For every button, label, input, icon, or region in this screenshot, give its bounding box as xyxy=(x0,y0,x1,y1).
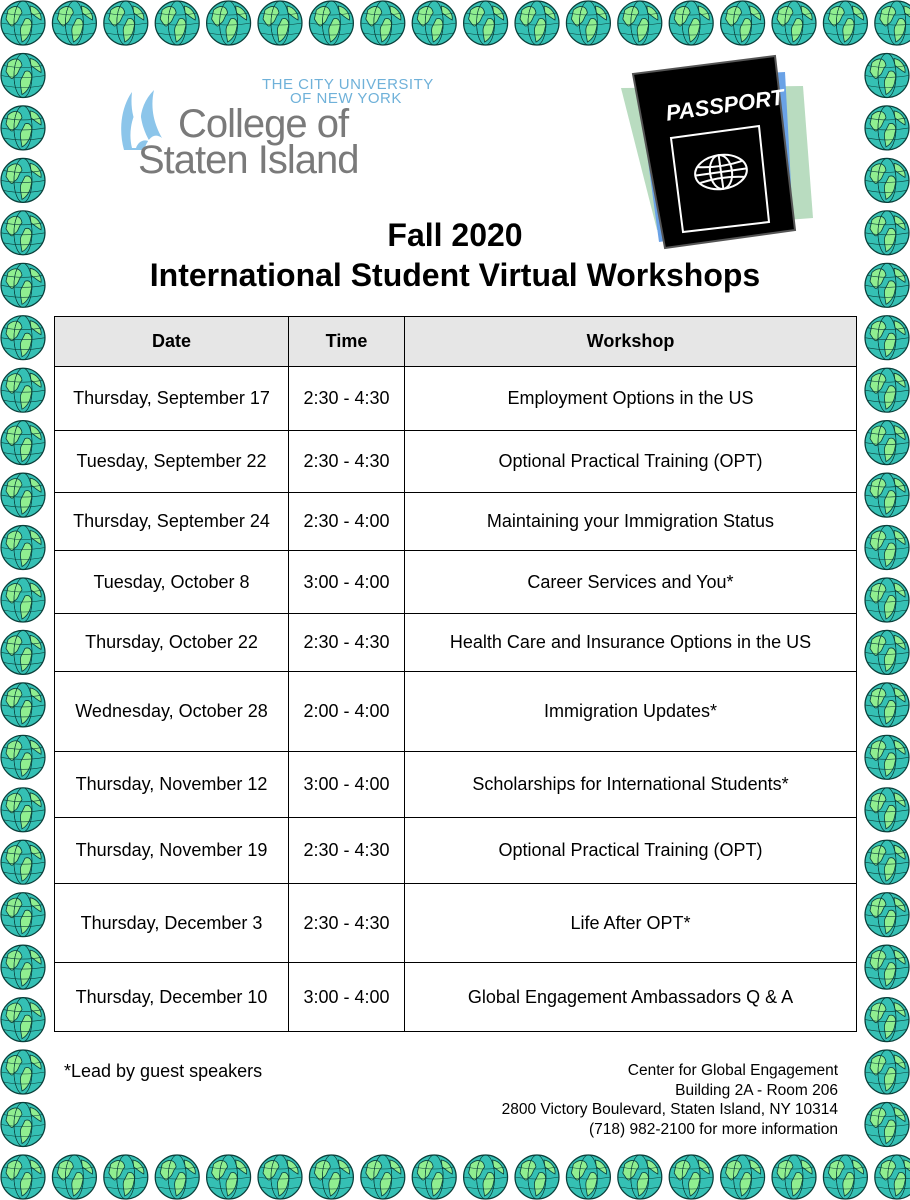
globe-icon xyxy=(1,1103,45,1147)
cell-time: 3:00 - 4:00 xyxy=(289,551,405,614)
globe-icon xyxy=(361,1155,405,1199)
globe-icon xyxy=(772,1,816,45)
globe-icon xyxy=(566,1155,610,1199)
globe-icon xyxy=(207,1,251,45)
cell-date: Tuesday, September 22 xyxy=(55,431,289,493)
globe-icon xyxy=(515,1155,559,1199)
table-header-row xyxy=(55,317,857,367)
logo-name-line1: College of xyxy=(178,102,349,146)
globe-icon xyxy=(1,893,45,937)
logo-cuny-line2: OF NEW YORK xyxy=(290,90,402,107)
globe-icon xyxy=(155,1155,199,1199)
globe-icon xyxy=(865,421,909,465)
contact-line: 2800 Victory Boulevard, Staten Island, NY 10314 xyxy=(501,1101,838,1118)
table-row xyxy=(55,431,857,493)
globe-icon xyxy=(875,1,910,45)
globe-icon xyxy=(823,1155,867,1199)
contact-line: Center for Global Engagement xyxy=(627,1062,838,1079)
table-row xyxy=(55,752,857,818)
globe-icon xyxy=(1,368,45,412)
globe-icon xyxy=(258,1155,302,1199)
globe-icon xyxy=(865,998,909,1042)
globe-icon xyxy=(1,788,45,832)
globe-icon xyxy=(1,945,45,989)
globe-icon xyxy=(1,840,45,884)
cell-date: Thursday, December 3 xyxy=(55,884,289,963)
logo-cuny-line1: THE CITY UNIVERSITY xyxy=(262,76,434,93)
cell-workshop: Maintaining your Immigration Status xyxy=(405,493,857,551)
globe-icon xyxy=(412,1,456,45)
table-row xyxy=(55,963,857,1032)
globe-icon xyxy=(104,1155,148,1199)
header-time: Time xyxy=(289,317,405,367)
globe-icon xyxy=(104,1,148,45)
cell-workshop: Employment Options in the US xyxy=(405,367,857,431)
cell-date: Thursday, September 24 xyxy=(55,493,289,551)
globe-icon xyxy=(1,211,45,255)
contact-line: (718) 982-2100 for more information xyxy=(589,1120,838,1138)
globe-icon xyxy=(865,158,909,202)
globe-icon xyxy=(52,1155,96,1199)
cell-workshop: Immigration Updates* xyxy=(405,672,857,752)
globe-icon xyxy=(566,1,610,45)
footnote: *Lead by guest speakers xyxy=(64,1061,263,1081)
header-date: Date xyxy=(55,317,289,367)
globe-icon xyxy=(309,1,353,45)
cell-date: Thursday, November 19 xyxy=(55,818,289,884)
globe-icon xyxy=(865,211,909,255)
college-logo xyxy=(112,74,472,184)
cell-time: 2:30 - 4:30 xyxy=(289,818,405,884)
workshop-table xyxy=(54,316,857,1032)
globe-icon xyxy=(155,1,199,45)
cell-time: 2:30 - 4:30 xyxy=(289,884,405,963)
cell-workshop: Scholarships for International Students* xyxy=(405,752,857,818)
globe-icon xyxy=(865,893,909,937)
globe-icon xyxy=(207,1155,251,1199)
globe-icon xyxy=(1,158,45,202)
cell-workshop: Global Engagement Ambassadors Q & A xyxy=(405,963,857,1032)
globe-icon xyxy=(669,1155,713,1199)
globe-icon xyxy=(618,1,662,45)
globe-icon xyxy=(412,1155,456,1199)
table-row xyxy=(55,818,857,884)
globe-icon xyxy=(1,316,45,360)
globe-icon xyxy=(865,1103,909,1147)
contact-block xyxy=(502,1061,838,1139)
globe-icon xyxy=(464,1,508,45)
cell-workshop: Career Services and You* xyxy=(405,551,857,614)
globe-icon xyxy=(1,526,45,570)
globe-icon xyxy=(1,683,45,727)
header-workshop: Workshop xyxy=(405,317,857,367)
cell-workshop: Optional Practical Training (OPT) xyxy=(405,818,857,884)
globe-icon xyxy=(1,1,45,45)
cell-time: 2:30 - 4:30 xyxy=(289,367,405,431)
cell-date: Thursday, November 12 xyxy=(55,752,289,818)
globe-icon xyxy=(1,735,45,779)
table-row xyxy=(55,672,857,752)
globe-icon xyxy=(772,1155,816,1199)
table-row xyxy=(55,884,857,963)
table-row xyxy=(55,614,857,672)
cell-time: 2:30 - 4:30 xyxy=(289,614,405,672)
globe-icon xyxy=(1,106,45,150)
page-subtitle: International Student Virtual Workshops xyxy=(149,257,761,293)
globe-icon xyxy=(865,368,909,412)
cell-date: Thursday, September 17 xyxy=(55,367,289,431)
table-row xyxy=(55,367,857,431)
passport-label: PASSPORT xyxy=(664,84,786,126)
globe-icon xyxy=(865,945,909,989)
page-title: Fall 2020 xyxy=(387,217,523,253)
globe-icon xyxy=(1,263,45,307)
globe-icon xyxy=(865,683,909,727)
globe-icon xyxy=(1,473,45,517)
globe-icon xyxy=(875,1155,910,1199)
globe-icon xyxy=(865,526,909,570)
contact-line: Building 2A - Room 206 xyxy=(675,1081,838,1099)
globe-icon xyxy=(258,1,302,45)
globe-icon xyxy=(52,1,96,45)
globe-icon xyxy=(865,630,909,674)
globe-icon xyxy=(1,421,45,465)
globe-icon xyxy=(823,1,867,45)
cell-workshop: Health Care and Insurance Options in the US xyxy=(405,614,857,672)
globe-icon xyxy=(669,1,713,45)
globe-icon xyxy=(1,54,45,98)
cell-time: 2:00 - 4:00 xyxy=(289,672,405,752)
globe-icon xyxy=(865,840,909,884)
cell-date: Wednesday, October 28 xyxy=(55,672,289,752)
globe-icon xyxy=(1,630,45,674)
globe-icon xyxy=(865,735,909,779)
globe-icon xyxy=(515,1,559,45)
globe-icon xyxy=(464,1155,508,1199)
globe-icon xyxy=(1,998,45,1042)
cell-date: Tuesday, October 8 xyxy=(55,551,289,614)
globe-icon xyxy=(1,578,45,622)
cell-time: 2:30 - 4:00 xyxy=(289,493,405,551)
globe-icon xyxy=(618,1155,662,1199)
cell-date: Thursday, December 10 xyxy=(55,963,289,1032)
logo-name-line2: Staten Island xyxy=(138,138,359,182)
globe-icon xyxy=(721,1155,765,1199)
globe-icon xyxy=(865,316,909,360)
table-row xyxy=(55,551,857,614)
cell-workshop: Optional Practical Training (OPT) xyxy=(405,431,857,493)
globe-icon xyxy=(865,1050,909,1094)
globe-icon xyxy=(1,1050,45,1094)
table-row xyxy=(55,493,857,551)
globe-icon xyxy=(865,106,909,150)
cell-time: 3:00 - 4:00 xyxy=(289,752,405,818)
globe-icon xyxy=(865,473,909,517)
cell-time: 2:30 - 4:30 xyxy=(289,431,405,493)
globe-icon xyxy=(361,1,405,45)
globe-icon xyxy=(865,788,909,832)
cell-time: 3:00 - 4:00 xyxy=(289,963,405,1032)
cell-date: Thursday, October 22 xyxy=(55,614,289,672)
globe-icon xyxy=(309,1155,353,1199)
globe-icon xyxy=(721,1,765,45)
globe-icon xyxy=(865,263,909,307)
cell-workshop: Life After OPT* xyxy=(405,884,857,963)
globe-icon xyxy=(865,54,909,98)
globe-icon xyxy=(865,578,909,622)
globe-icon xyxy=(1,1155,45,1199)
